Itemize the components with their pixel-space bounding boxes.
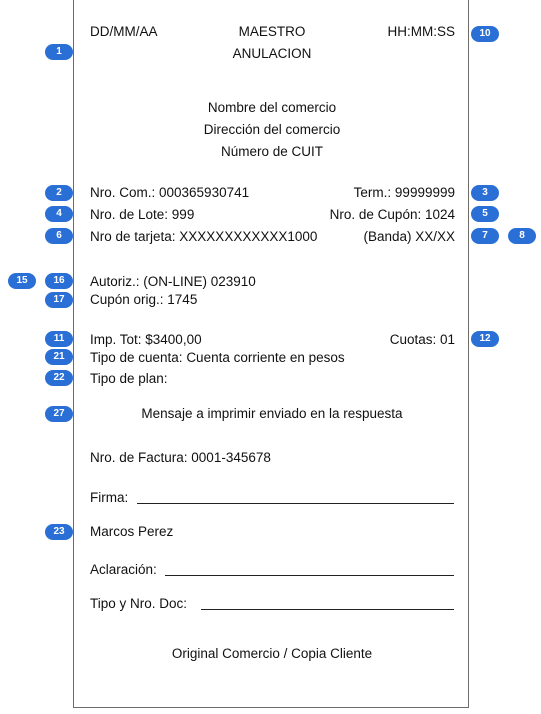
field-nro-com: Nro. Com.: 000365930741: [90, 185, 250, 200]
badge-2: 2: [45, 185, 73, 201]
footer-copy: Original Comercio / Copia Cliente: [171, 646, 373, 661]
field-factura: Nro. de Factura: 0001-345678: [90, 450, 271, 465]
firma-label: Firma:: [90, 490, 129, 505]
badge-5: 5: [471, 206, 499, 222]
badge-27: 27: [45, 406, 73, 422]
firma-line: [137, 503, 454, 504]
field-tipo-plan: Tipo de plan:: [90, 371, 168, 386]
merchant-cuit: Número de CUIT: [220, 144, 324, 159]
header-card-brand: MAESTRO: [238, 24, 306, 39]
field-banda: (Banda) XX/XX: [363, 229, 455, 244]
badge-17: 17: [45, 292, 73, 308]
field-tarjeta: Nro de tarjeta: XXXXXXXXXXXX1000: [90, 229, 318, 244]
cardholder-name: Marcos Perez: [90, 524, 174, 539]
field-term: Term.: 99999999: [353, 185, 455, 200]
aclaracion-line: [165, 575, 454, 576]
badge-23: 23: [45, 524, 73, 540]
badge-1: 1: [45, 44, 73, 60]
aclaracion-label: Aclaración:: [90, 562, 157, 577]
badge-6: 6: [45, 228, 73, 244]
field-imp-tot: Imp. Tot: $3400,00: [90, 332, 202, 347]
badge-21: 21: [45, 349, 73, 365]
header-time: HH:MM:SS: [387, 24, 455, 39]
badge-16: 16: [45, 273, 73, 289]
badge-22: 22: [45, 370, 73, 386]
field-tipo-cuenta: Tipo de cuenta: Cuenta corriente en pesos: [90, 350, 345, 365]
header-date: DD/MM/AA: [90, 24, 158, 39]
header-operation: ANULACION: [232, 46, 312, 61]
field-cupon: Nro. de Cupón: 1024: [329, 207, 455, 222]
badge-15: 15: [8, 273, 36, 289]
merchant-address: Dirección del comercio: [203, 122, 341, 137]
field-mensaje: Mensaje a imprimir enviado en la respuesta: [141, 406, 403, 421]
receipt: [73, 0, 469, 708]
badge-7: 7: [471, 228, 499, 244]
doc-label: Tipo y Nro. Doc:: [90, 596, 188, 611]
field-cuotas: Cuotas: 01: [389, 332, 455, 347]
badge-8: 8: [508, 228, 536, 244]
merchant-name: Nombre del comercio: [207, 100, 337, 115]
badge-3: 3: [471, 185, 499, 201]
field-cupon-orig: Cupón orig.: 1745: [90, 292, 198, 307]
badge-10: 10: [471, 26, 499, 42]
badge-12: 12: [471, 331, 499, 347]
badge-4: 4: [45, 206, 73, 222]
field-lote: Nro. de Lote: 999: [90, 207, 195, 222]
doc-line: [201, 609, 454, 610]
badge-11: 11: [45, 331, 73, 347]
field-autoriz: Autoriz.: (ON-LINE) 023910: [90, 274, 256, 289]
